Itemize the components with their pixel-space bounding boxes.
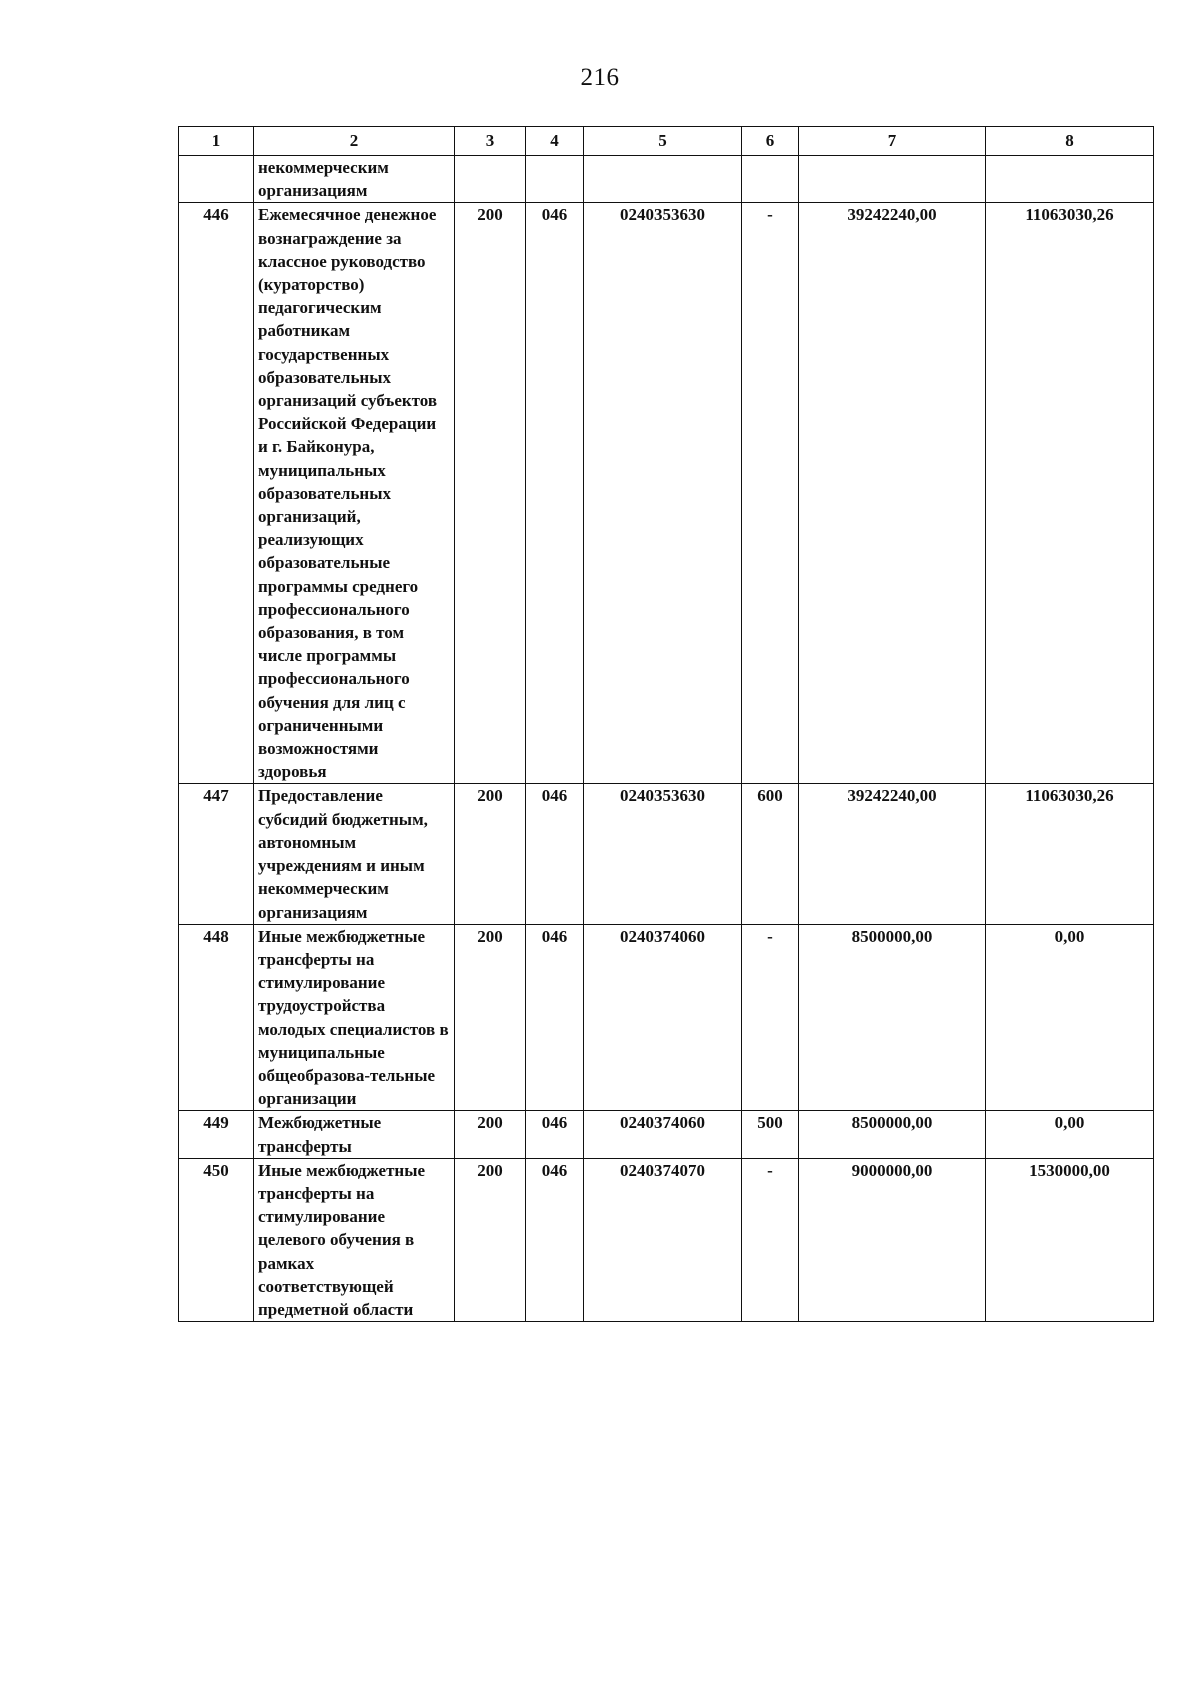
cell-col5: 0240374060	[584, 1111, 742, 1158]
row-number: 449	[179, 1111, 254, 1158]
cell-col5: 0240374070	[584, 1158, 742, 1321]
cell-col7: 9000000,00	[799, 1158, 986, 1321]
cell-col6: 500	[742, 1111, 799, 1158]
cell-col3: 200	[455, 1158, 526, 1321]
cell-col4: 046	[526, 203, 584, 784]
cell-col3	[455, 156, 526, 203]
column-header: 1	[179, 127, 254, 156]
column-header: 7	[799, 127, 986, 156]
cell-col6: 600	[742, 784, 799, 924]
header-row	[179, 127, 1154, 156]
cell-col8: 1530000,00	[986, 1158, 1154, 1321]
row-name: некоммерческим организациям	[254, 156, 455, 203]
cell-col5: 0240353630	[584, 203, 742, 784]
column-header: 6	[742, 127, 799, 156]
cell-col3: 200	[455, 784, 526, 924]
cell-col3: 200	[455, 924, 526, 1111]
cell-col5: 0240353630	[584, 784, 742, 924]
row-number: 447	[179, 784, 254, 924]
cell-col8: 11063030,26	[986, 784, 1154, 924]
column-header: 8	[986, 127, 1154, 156]
cell-col4	[526, 156, 584, 203]
cell-col6: -	[742, 1158, 799, 1321]
column-header: 5	[584, 127, 742, 156]
table-row	[179, 784, 1154, 924]
cell-col3: 200	[455, 203, 526, 784]
table-row	[179, 203, 1154, 784]
cell-col8: 0,00	[986, 924, 1154, 1111]
cell-col4: 046	[526, 924, 584, 1111]
cell-col6: -	[742, 924, 799, 1111]
cell-col8: 0,00	[986, 1111, 1154, 1158]
cell-col7: 8500000,00	[799, 924, 986, 1111]
cell-col4: 046	[526, 784, 584, 924]
cell-col6	[742, 156, 799, 203]
row-number: 450	[179, 1158, 254, 1321]
table-row	[179, 156, 1154, 203]
row-number: 448	[179, 924, 254, 1111]
row-name: Предоставление субсидий бюджетным, автономным учреждениям и иным некоммерческим организациям	[254, 784, 455, 924]
row-name: Иные межбюджетные трансферты на стимулирование целевого обучения в рамках соответствующей предметной области	[254, 1158, 455, 1321]
table-row	[179, 924, 1154, 1111]
cell-col5: 0240374060	[584, 924, 742, 1111]
table-row	[179, 1111, 1154, 1158]
page-number: 216	[580, 64, 620, 91]
row-number: 446	[179, 203, 254, 784]
budget-table	[178, 126, 1154, 1322]
row-name: Иные межбюджетные трансферты на стимулирование трудоустройства молодых специалистов в муниципальные общеобразова-тельные организации	[254, 924, 455, 1111]
cell-col8	[986, 156, 1154, 203]
cell-col3: 200	[455, 1111, 526, 1158]
cell-col4: 046	[526, 1158, 584, 1321]
cell-col7: 8500000,00	[799, 1111, 986, 1158]
row-number	[179, 156, 254, 203]
row-name: Ежемесячное денежное вознаграждение за классное руководство (кураторство) педагогическим работникам государственных образовательных организаций субъектов Российской Федерации и г. Байконура, муниципальных образовательных организаций, реализующих образовательные программы среднего профессионального образования, в том числе программы профессионального обучения для лиц с ограниченными возможностями здоровья	[254, 203, 455, 784]
row-name: Межбюджетные трансферты	[254, 1111, 455, 1158]
cell-col8: 11063030,26	[986, 203, 1154, 784]
column-header: 3	[455, 127, 526, 156]
cell-col5	[584, 156, 742, 203]
cell-col7: 39242240,00	[799, 784, 986, 924]
cell-col7: 39242240,00	[799, 203, 986, 784]
cell-col4: 046	[526, 1111, 584, 1158]
cell-col7	[799, 156, 986, 203]
table-row	[179, 1158, 1154, 1321]
cell-col6: -	[742, 203, 799, 784]
column-header: 4	[526, 127, 584, 156]
column-header: 2	[254, 127, 455, 156]
